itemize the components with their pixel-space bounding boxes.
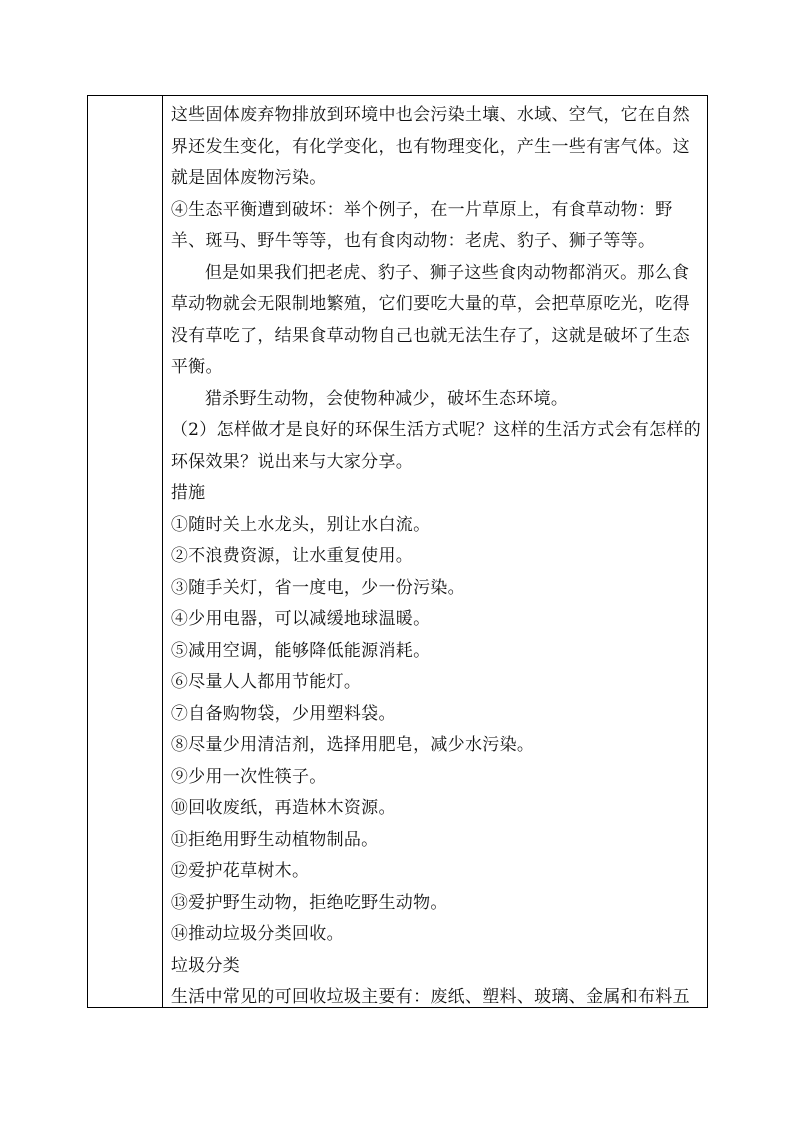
paragraph-line: 但是如果我们把老虎、豹子、狮子这些食肉动物都消灭。那么食 xyxy=(204,262,690,283)
list-item: ⑪拒绝用野生动植物制品。 xyxy=(170,829,379,850)
paragraph-line: 草动物就会无限制地繁殖，它们要吃大量的草，会把草原吃光，吃得 xyxy=(170,294,690,314)
list-item: ⑨少用一次性筷子。 xyxy=(170,766,327,787)
list-item: ⑤减用空调，能够降低能源消耗。 xyxy=(170,640,431,661)
paragraph-line: 这些固体废弃物排放到环境中也会污染土壤、水域、空气，它在自然 xyxy=(170,105,690,125)
question-line: （2）怎样做才是良好的环保生活方式呢？这样的生活方式会有怎样的 xyxy=(170,420,701,440)
content-table xyxy=(87,95,708,1008)
list-item: ①随时关上水龙头，别让水白流。 xyxy=(170,514,431,535)
paragraph-line: 猎杀野生动物，会使物种减少，破坏生态环境。 xyxy=(204,388,569,409)
question-line: 环保效果？说出来与大家分享。 xyxy=(170,451,414,472)
section-heading: 垃圾分类 xyxy=(170,955,241,976)
list-item: ⑫爱护花草树木。 xyxy=(170,861,310,881)
list-item: ③随手关灯，省一度电，少一份污染。 xyxy=(170,577,465,598)
list-item: ⑩回收废纸，再造林木资源。 xyxy=(170,798,396,818)
paragraph-line: 没有草吃了，结果食草动物自己也就无法生存了，这就是破坏了生态 xyxy=(170,325,690,346)
list-item: ⑦自备购物袋，少用塑料袋。 xyxy=(170,703,396,724)
list-item: ⑬爱护野生动物，拒绝吃野生动物。 xyxy=(170,892,448,913)
paragraph-line: 平衡。 xyxy=(170,357,223,377)
list-item: ④少用电器，可以减缓地球温暖。 xyxy=(170,609,431,629)
table-left-cell xyxy=(88,96,163,1007)
table-right-cell xyxy=(163,96,707,1007)
section-heading: 措施 xyxy=(170,483,206,503)
paragraph-line: 生活中常见的可回收垃圾主要有：废纸、塑料、玻璃、金属和布料五 xyxy=(170,987,690,1007)
list-item: ⑧尽量少用清洁剂，选择用肥皂，减少水污染。 xyxy=(170,735,535,755)
paragraph-line: 就是固体废物污染。 xyxy=(170,168,327,188)
paragraph-line: ④生态平衡遭到破坏：举个例子，在一片草原上，有食草动物：野 xyxy=(170,199,673,220)
paragraph-line: 羊、斑马、野牛等等，也有食肉动物：老虎、豹子、狮子等等。 xyxy=(170,231,656,251)
list-item: ⑭推动垃圾分类回收。 xyxy=(170,924,344,944)
list-item: ⑥尽量人人都用节能灯。 xyxy=(170,672,362,692)
paragraph-line: 界还发生变化，有化学变化，也有物理变化，产生一些有害气体。这 xyxy=(170,136,690,157)
list-item: ②不浪费资源，让水重复使用。 xyxy=(170,546,414,566)
